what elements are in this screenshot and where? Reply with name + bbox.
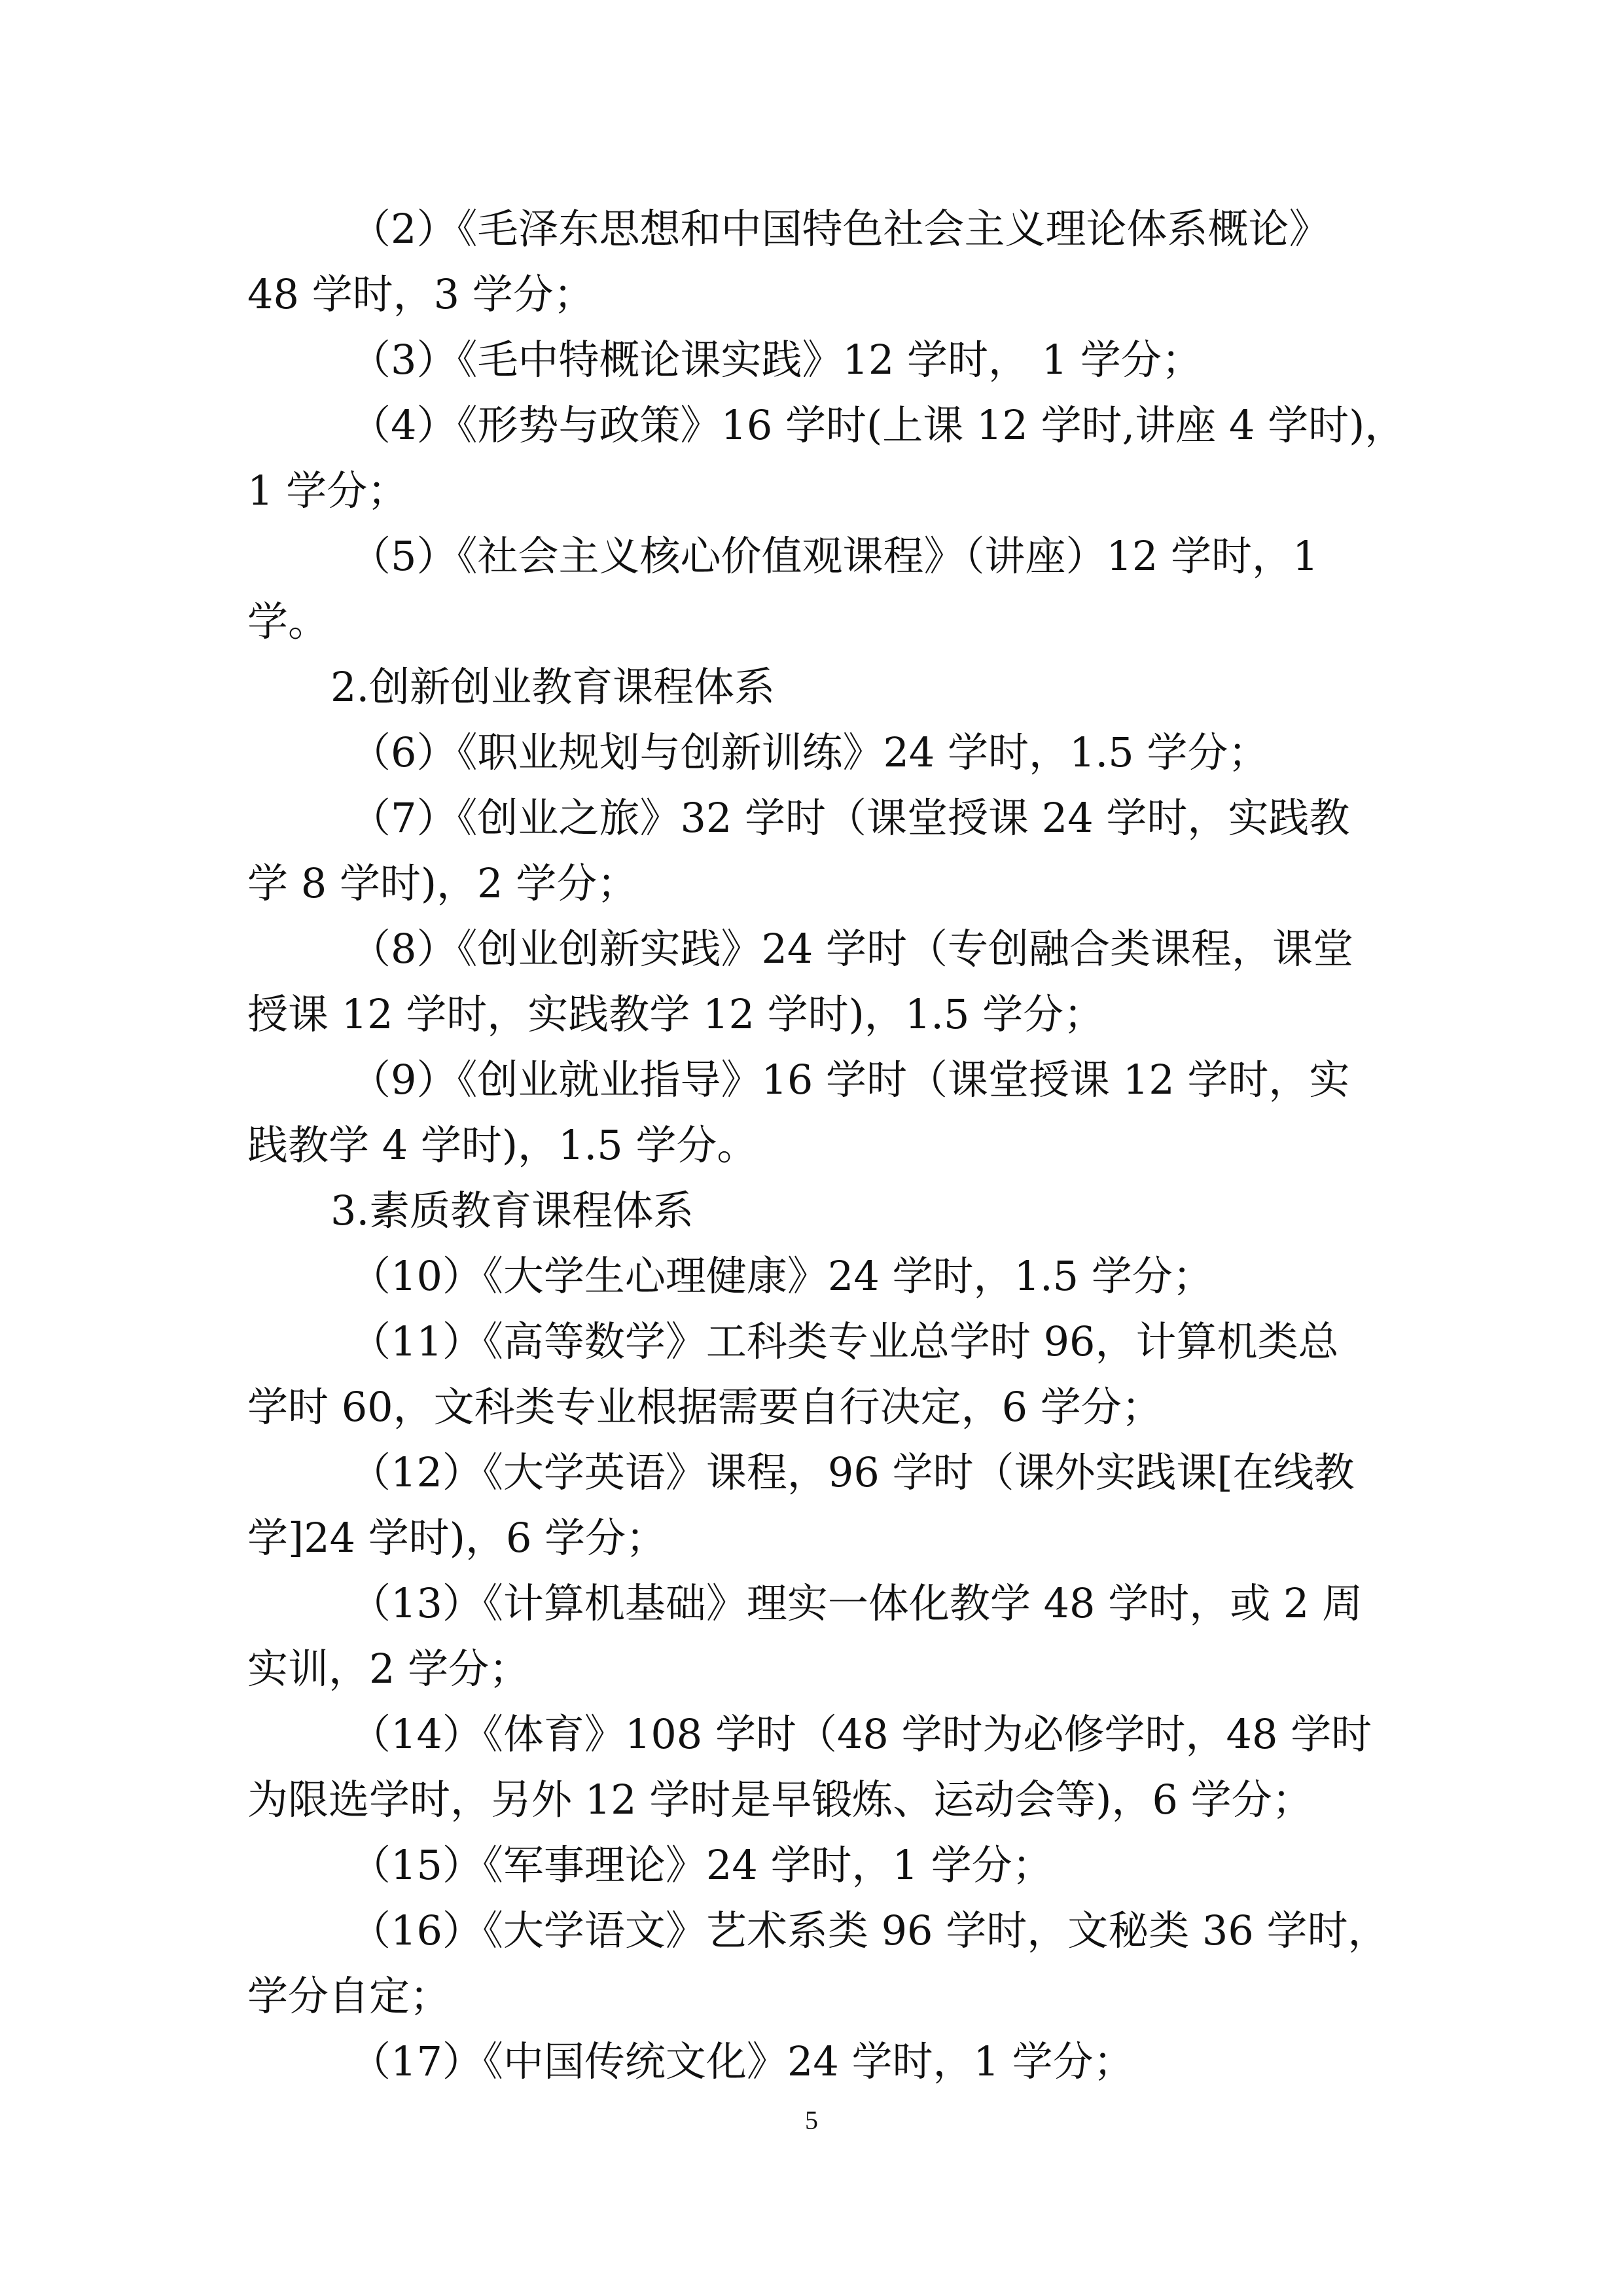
text-line-course-12-cont: 学]24 学时)，6 学分； bbox=[247, 1514, 667, 1562]
text-line-course-9: （9）《创业就业指导》16 学时（课堂授课 12 学时，实 bbox=[350, 1056, 1350, 1103]
text-line-course-16-cont: 学分自定； bbox=[247, 1972, 451, 2020]
text-line-course-4-cont: 1 学分； bbox=[247, 467, 408, 514]
text-line-course-15: （15）《军事理论》24 学时，1 学分； bbox=[350, 1841, 1053, 1889]
text-line-course-2-cont: 48 学时，3 学分； bbox=[247, 270, 594, 318]
text-line-course-9-cont: 践教学 4 学时)，1.5 学分。 bbox=[247, 1121, 758, 1169]
text-line-course-11-cont: 学时 60，文科类专业根据需要自行决定，6 学分； bbox=[247, 1383, 1162, 1431]
text-line-course-4: （4）《形势与政策》16 学时(上课 12 学时,讲座 4 学时)， bbox=[350, 401, 1406, 449]
text-line-course-10: （10）《大学生心理健康》24 学时，1.5 学分； bbox=[350, 1252, 1213, 1300]
text-line-course-14-cont: 为限选学时，另外 12 学时是早锻炼、运动会等)，6 学分； bbox=[247, 1776, 1313, 1823]
text-line-course-8-cont: 授课 12 学时，实践教学 12 学时)，1.5 学分； bbox=[247, 990, 1105, 1038]
text-line-course-5: （5）《社会主义核心价值观课程》（讲座）12 学时，1 bbox=[350, 532, 1319, 580]
text-line-course-12: （12）《大学英语》课程，96 学时（课外实践课[在线教 bbox=[350, 1448, 1355, 1496]
section-heading-quality: 3.素质教育课程体系 bbox=[330, 1187, 694, 1234]
page-number: 5 bbox=[805, 2106, 818, 2135]
text-line-course-5-cont: 学。 bbox=[247, 598, 329, 645]
text-line-course-14: （14）《体育》108 学时（48 学时为必修学时，48 学时 bbox=[350, 1710, 1372, 1758]
text-line-course-7: （7）《创业之旅》32 学时（课堂授课 24 学时，实践教 bbox=[350, 794, 1350, 842]
text-line-course-11: （11）《高等数学》工科类专业总学时 96，计算机类总 bbox=[350, 1318, 1339, 1365]
text-line-course-13-cont: 实训，2 学分； bbox=[247, 1645, 530, 1693]
text-line-course-13: （13）《计算机基础》理实一体化教学 48 学时，或 2 周 bbox=[350, 1579, 1363, 1627]
text-line-course-7-cont: 学 8 学时)，2 学分； bbox=[247, 859, 638, 907]
section-heading-innovation: 2.创新创业教育课程体系 bbox=[330, 663, 776, 711]
text-line-course-6: （6）《职业规划与创新训练》24 学时，1.5 学分； bbox=[350, 728, 1269, 776]
text-line-course-8: （8）《创业创新实践》24 学时（专创融合类课程，课堂 bbox=[350, 925, 1354, 973]
text-line-course-3: （3）《毛中特概论课实践》12 学时， 1 学分； bbox=[350, 336, 1202, 384]
text-line-course-16: （16）《大学语文》艺术系类 96 学时，文秘类 36 学时， bbox=[350, 1907, 1389, 1954]
text-line-course-17: （17）《中国传统文化》24 学时，1 学分； bbox=[350, 2037, 1134, 2085]
text-line-course-2: （2）《毛泽东思想和中国特色社会主义理论体系概论》 bbox=[350, 205, 1330, 253]
